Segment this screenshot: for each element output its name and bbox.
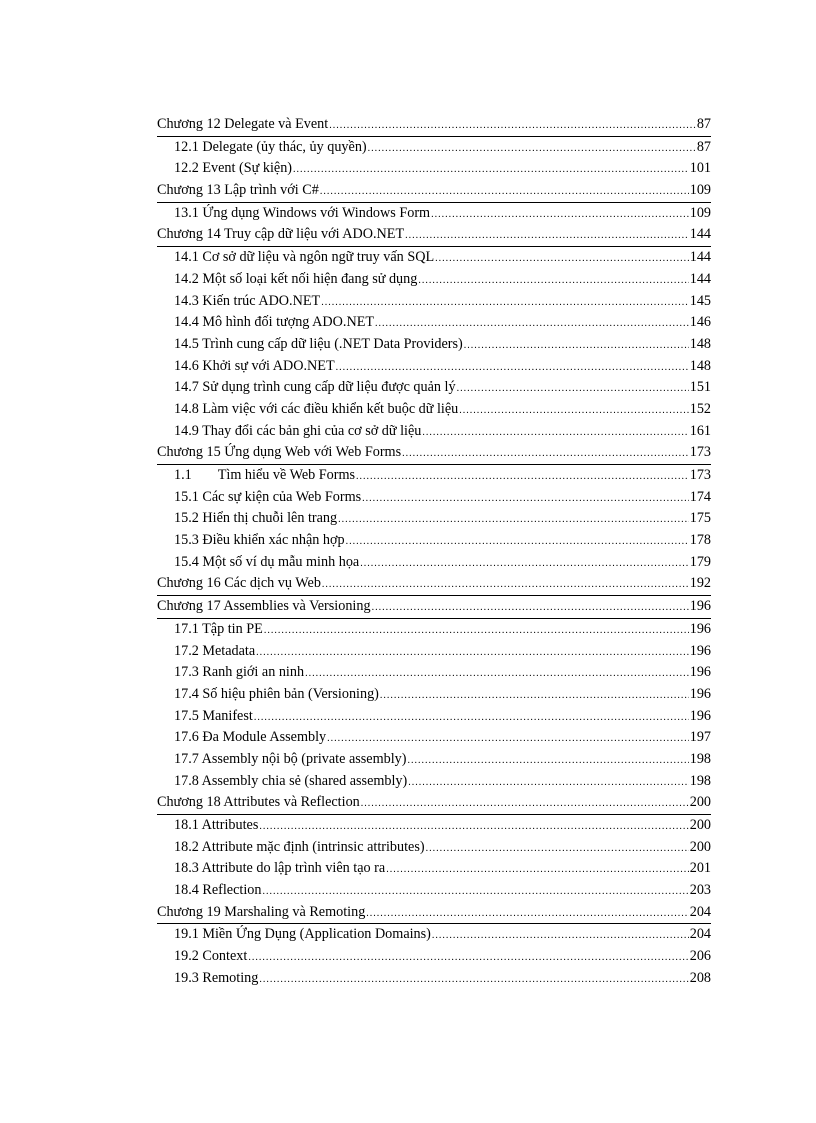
toc-section-entry[interactable]	[157, 269, 711, 291]
toc-entry-title: 14.4 Mô hình đối tượng ADO.NET	[174, 314, 375, 331]
toc-chapter-entry[interactable]	[157, 180, 711, 203]
toc-entry-title: 17.8 Assembly chia sẻ (shared assembly)	[174, 772, 408, 789]
toc-entry-page: 204	[689, 903, 711, 920]
toc-entry-page: 196	[689, 685, 711, 702]
toc-entry-title: 18.3 Attribute do lập trình viên tạo ra	[174, 860, 386, 877]
toc-entry-leader	[262, 881, 688, 903]
toc-entry-page: 175	[689, 510, 711, 527]
toc-section-entry[interactable]	[157, 203, 711, 225]
toc-entry-leader	[368, 138, 696, 160]
toc-entry-title: 14.9 Thay đổi các bản ghi của cơ sở dữ liệu	[174, 422, 422, 439]
toc-entry-page: 146	[689, 314, 711, 331]
toc-entry-title: 14.8 Làm việc với các điều khiển kết buộc dữ liệu	[174, 400, 459, 417]
toc-entry-title: Chương 14 Truy cập dữ liệu với ADO.NET	[157, 226, 405, 243]
toc-chapter-entry[interactable]	[157, 902, 711, 925]
toc-section-entry[interactable]	[157, 662, 711, 684]
toc-entry-leader	[305, 663, 689, 685]
toc-entry-leader	[366, 903, 688, 925]
toc-entry-leader	[338, 509, 689, 531]
toc-section-entry[interactable]	[157, 837, 711, 859]
toc-entry-title	[174, 465, 355, 487]
toc-entry-title: 14.7 Sử dụng trình cung cấp dữ liệu được quản lý	[174, 379, 456, 396]
toc-entry-title: 18.4 Reflection	[174, 882, 262, 899]
toc-entry-leader	[432, 925, 689, 947]
toc-section-entry[interactable]	[157, 858, 711, 880]
toc-entry-leader	[402, 443, 689, 465]
toc-section-entry[interactable]	[157, 619, 711, 641]
toc-entry-leader	[322, 574, 689, 596]
toc-section-entry[interactable]	[157, 641, 711, 663]
toc-section-entry[interactable]	[157, 421, 711, 443]
toc-entry-leader	[408, 750, 689, 772]
toc-entry-page: 148	[689, 357, 711, 374]
toc-list	[157, 114, 711, 990]
toc-entry-leader	[259, 969, 688, 991]
toc-section-entry[interactable]	[157, 247, 711, 269]
toc-entry-leader	[418, 270, 688, 292]
toc-entry-title: 17.3 Ranh giới an ninh	[174, 664, 305, 681]
toc-entry-title: 19.2 Context	[174, 948, 248, 965]
toc-entry-title: 18.2 Attribute mặc định (intrinsic attributes)	[174, 838, 425, 855]
toc-section-entry[interactable]	[157, 706, 711, 728]
toc-section-entry[interactable]	[157, 137, 711, 159]
toc-entry-title: Chương 18 Attributes và Reflection	[157, 794, 360, 811]
toc-entry-page: 173	[689, 444, 711, 461]
toc-chapter-entry[interactable]	[157, 792, 711, 815]
toc-entry-title: 17.4 Số hiệu phiên bản (Versioning)	[174, 685, 379, 702]
toc-section-entry[interactable]	[157, 771, 711, 793]
toc-entry-page: 198	[689, 772, 711, 789]
toc-entry-title: 19.1 Miền Ứng Dụng (Application Domains)	[174, 926, 431, 943]
toc-entry-page: 192	[689, 575, 711, 592]
toc-entry-title: 17.2 Metadata	[174, 642, 256, 659]
toc-entry-leader	[320, 181, 689, 203]
toc-entry-page: 204	[689, 926, 711, 943]
toc-entry-title: 12.1 Delegate (ủy thác, ủy quyền)	[174, 138, 367, 155]
toc-entry-title: 17.6 Đa Module Assembly	[174, 729, 327, 746]
toc-entry-page: 87	[696, 116, 711, 132]
toc-entry-title: Chương 17 Assemblies và Versioning	[157, 598, 371, 615]
toc-entry-leader	[361, 793, 689, 815]
toc-section-entry[interactable]	[157, 356, 711, 378]
toc-entry-title: 15.3 Điều khiển xác nhận hợp	[174, 532, 345, 549]
toc-entry-page: 179	[689, 553, 711, 570]
toc-entry-title: 19.3 Remoting	[174, 969, 259, 986]
toc-entry-title: 14.3 Kiến trúc ADO.NET	[174, 292, 321, 309]
toc-entry-leader	[380, 685, 689, 707]
toc-chapter-entry[interactable]	[157, 442, 711, 465]
toc-entry-page: 174	[689, 488, 711, 505]
toc-entry-leader	[329, 115, 696, 137]
toc-entry-page: 87	[696, 138, 711, 155]
toc-entry-leader	[375, 313, 689, 335]
toc-entry-page: 200	[689, 838, 711, 855]
toc-entry-title: 17.5 Manifest	[174, 707, 253, 724]
toc-section-entry[interactable]	[157, 880, 711, 902]
toc-entry-leader	[362, 488, 689, 510]
toc-entry-page: 144	[689, 270, 711, 287]
toc-section-entry[interactable]	[157, 924, 711, 946]
toc-entry-leader	[464, 335, 689, 357]
toc-entry-number: 1.1	[174, 467, 192, 483]
toc-entry-leader	[327, 728, 689, 750]
toc-entry-title: Chương 13 Lập trình với C#	[157, 182, 319, 199]
toc-entry-title: 15.1 Các sự kiện của Web Forms	[174, 488, 362, 505]
toc-entry-title: 12.2 Event (Sự kiện)	[174, 160, 293, 177]
toc-section-entry[interactable]	[157, 465, 711, 487]
toc-entry-leader	[248, 947, 688, 969]
toc-section-entry[interactable]	[157, 968, 711, 990]
toc-entry-page: 148	[689, 335, 711, 352]
toc-entry-title: Chương 16 Các dịch vụ Web	[157, 575, 321, 592]
toc-entry-page: 200	[689, 794, 711, 811]
toc-entry-leader	[405, 225, 689, 247]
toc-entry-page: 109	[689, 182, 711, 199]
toc-section-entry[interactable]	[157, 508, 711, 530]
toc-section-entry[interactable]	[157, 487, 711, 509]
toc-entry-page: 151	[689, 379, 711, 396]
toc-entry-page: 152	[689, 400, 711, 417]
toc-entry-leader	[259, 816, 688, 838]
toc-section-entry[interactable]	[157, 946, 711, 968]
toc-entry-leader	[360, 553, 688, 575]
toc-entry-title: 13.1 Ứng dụng Windows với Windows Form	[174, 204, 431, 221]
toc-entry-leader	[321, 292, 689, 314]
toc-section-entry[interactable]	[157, 158, 711, 180]
toc-section-entry[interactable]	[157, 334, 711, 356]
toc-entry-page: 200	[689, 817, 711, 833]
toc-entry-leader	[254, 707, 689, 729]
toc-entry-page: 206	[689, 948, 711, 965]
toc-entry-page: 173	[689, 467, 711, 483]
toc-entry-leader	[264, 620, 689, 642]
toc-section-entry[interactable]	[157, 815, 711, 837]
toc-entry-title: 14.1 Cơ sở dữ liệu và ngôn ngữ truy vấn SQL	[174, 249, 435, 266]
toc-entry-leader	[435, 248, 689, 270]
toc-entry-page: 144	[689, 249, 711, 266]
toc-section-entry[interactable]	[157, 291, 711, 313]
toc-entry-leader	[431, 204, 689, 226]
toc-entry-title: Chương 15 Ứng dụng Web với Web Forms	[157, 444, 402, 461]
toc-entry-leader	[372, 597, 689, 619]
toc-section-entry[interactable]	[157, 399, 711, 421]
toc-entry-page: 196	[689, 598, 711, 615]
toc-entry-title: 15.4 Một số ví dụ mẫu minh họa	[174, 553, 360, 570]
toc-chapter-entry[interactable]	[157, 596, 711, 619]
toc-entry-page: 196	[689, 664, 711, 681]
toc-entry-page: 109	[689, 204, 711, 221]
toc-section-entry[interactable]	[157, 749, 711, 771]
toc-entry-leader	[408, 772, 688, 794]
toc-entry-title: Chương 12 Delegate và Event	[157, 116, 329, 132]
toc-entry-page: 201	[689, 860, 711, 877]
toc-chapter-entry[interactable]	[157, 114, 711, 137]
toc-entry-page: 145	[689, 292, 711, 309]
toc-entry-leader	[459, 400, 688, 422]
toc-entry-title: 17.1 Tập tin PE	[174, 620, 263, 637]
toc-entry-leader	[256, 642, 689, 664]
toc-entry-title: 14.2 Một số loại kết nối hiện đang sử dụng	[174, 270, 418, 287]
toc-section-entry[interactable]	[157, 312, 711, 334]
toc-chapter-entry[interactable]	[157, 573, 711, 596]
toc-entry-page: 196	[689, 707, 711, 724]
toc-section-entry[interactable]	[157, 552, 711, 574]
toc-entry-title-text: Tìm hiểu về Web Forms	[217, 467, 356, 483]
toc-entry-leader	[346, 531, 689, 553]
toc-entry-page: 196	[689, 620, 711, 637]
toc-entry-leader	[457, 378, 689, 400]
toc-section-entry[interactable]	[157, 377, 711, 399]
toc-entry-leader	[422, 422, 688, 444]
toc-entry-page: 144	[689, 226, 711, 243]
toc-section-entry[interactable]	[157, 727, 711, 749]
toc-entry-page: 197	[689, 729, 711, 746]
toc-entry-page: 203	[689, 882, 711, 899]
toc-entry-title: 17.7 Assembly nội bộ (private assembly)	[174, 750, 407, 767]
toc-entry-page: 178	[689, 532, 711, 549]
toc-entry-leader	[386, 859, 689, 881]
toc-section-entry[interactable]	[157, 684, 711, 706]
toc-entry-leader	[293, 159, 689, 181]
toc-entry-title: 18.1 Attributes	[174, 817, 259, 833]
toc-entry-leader	[356, 466, 689, 488]
table-of-contents	[157, 114, 711, 990]
toc-section-entry[interactable]	[157, 530, 711, 552]
toc-entry-page: 161	[689, 422, 711, 439]
toc-entry-leader	[426, 838, 689, 860]
toc-entry-title: Chương 19 Marshaling và Remoting	[157, 903, 366, 920]
toc-entry-title: 14.5 Trình cung cấp dữ liệu (.NET Data Providers)	[174, 335, 463, 352]
toc-entry-page: 208	[689, 969, 711, 986]
toc-entry-title: 15.2 Hiển thị chuỗi lên trang	[174, 510, 338, 527]
toc-entry-leader	[336, 357, 689, 379]
toc-chapter-entry[interactable]	[157, 224, 711, 247]
toc-entry-page: 198	[689, 750, 711, 767]
toc-entry-page: 196	[689, 642, 711, 659]
toc-entry-page: 101	[689, 160, 711, 177]
toc-entry-title: 14.6 Khởi sự với ADO.NET	[174, 357, 335, 374]
